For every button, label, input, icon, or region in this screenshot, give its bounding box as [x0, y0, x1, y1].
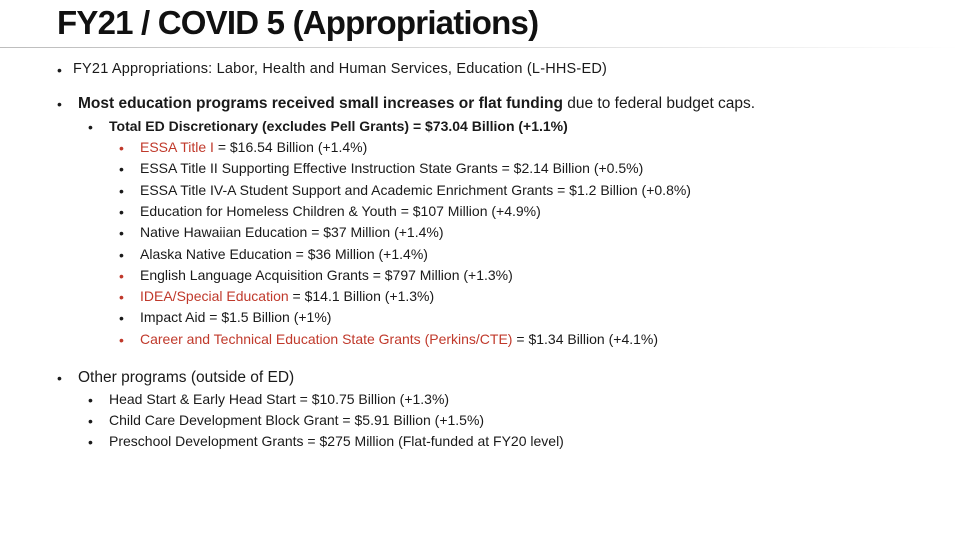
bullet: • [119, 203, 124, 220]
bullet: • [119, 140, 124, 156]
education-item [140, 224, 444, 240]
bullet: • [57, 62, 62, 78]
education-item [140, 267, 513, 283]
bullet: • [119, 310, 124, 327]
education-item-text: Education for Homeless Children & Youth = $107 Million (+4.9%) [140, 202, 541, 219]
bullet: • [119, 225, 124, 242]
education-heading-rest: due to federal budget caps. [562, 95, 756, 112]
bullet: • [119, 246, 124, 263]
bullet: • [119, 161, 124, 178]
bullet: • [88, 119, 93, 135]
education-item-highlight: ESSA Title I [140, 139, 214, 155]
bullet: • [88, 434, 93, 450]
education-item-text: Native Hawaiian Education = $37 Million (+1.4%) [140, 224, 444, 241]
bullet: • [88, 392, 93, 408]
other-item: Preschool Development Grants = $275 Million (Flat-funded at FY20 level) [109, 433, 564, 449]
education-item-text: = $1.34 Billion (+4.1%) [512, 330, 659, 347]
education-item [140, 331, 658, 347]
education-item-text: ESSA Title IV-A Student Support and Academic Enrichment Grants = $1.2 Billion (+0.8%) [140, 181, 691, 198]
education-item [140, 182, 691, 198]
education-heading-bold: Most education programs received small increases or flat funding [78, 95, 563, 112]
other-item: Head Start & Early Head Start = $10.75 Billion (+1.3%) [109, 391, 450, 407]
education-item [140, 309, 331, 325]
title-divider [0, 47, 960, 48]
education-item-text: = $16.54 Billion (+1.4%) [213, 139, 368, 155]
education-item-highlight: Career and Technical Education State Grants (Perkins/CTE) [140, 330, 513, 347]
education-item-text: = $14.1 Billion (+1.3%) [288, 288, 435, 305]
education-total: Total ED Discretionary (excludes Pell Grants) = $73.04 Billion (+1.1%) [109, 118, 568, 134]
education-item-highlight: IDEA/Special Education [140, 288, 289, 305]
bullet: • [57, 96, 62, 112]
intro-text: FY21 Appropriations: Labor, Health and Human Services, Education (L-HHS-ED) [73, 61, 608, 77]
slide-title: FY21 / COVID 5 (Appropriations) [57, 4, 539, 41]
other-item: Child Care Development Block Grant = $5.91 Billion (+1.5%) [109, 412, 485, 428]
bullet: • [119, 267, 124, 284]
education-item [140, 288, 434, 304]
education-item [140, 160, 643, 176]
education-item-text: Impact Aid = $1.5 Billion (+1%) [140, 309, 332, 326]
education-item [140, 203, 541, 219]
bullet: • [119, 182, 124, 199]
education-item-text: Alaska Native Education = $36 Million (+1.4%) [140, 245, 428, 262]
bullet: • [119, 331, 124, 348]
education-item-text: English Language Acquisition Grants = $797 Million (+1.3%) [140, 266, 513, 283]
other-heading: Other programs (outside of ED) [78, 369, 295, 386]
bullet: • [119, 289, 124, 306]
education-heading [78, 95, 755, 113]
education-item [140, 139, 367, 155]
bullet: • [57, 370, 62, 386]
education-item-text: ESSA Title II Supporting Effective Instruction State Grants = $2.14 Billion (+0.5%) [140, 160, 644, 177]
bullet: • [88, 413, 93, 429]
education-item [140, 246, 428, 262]
